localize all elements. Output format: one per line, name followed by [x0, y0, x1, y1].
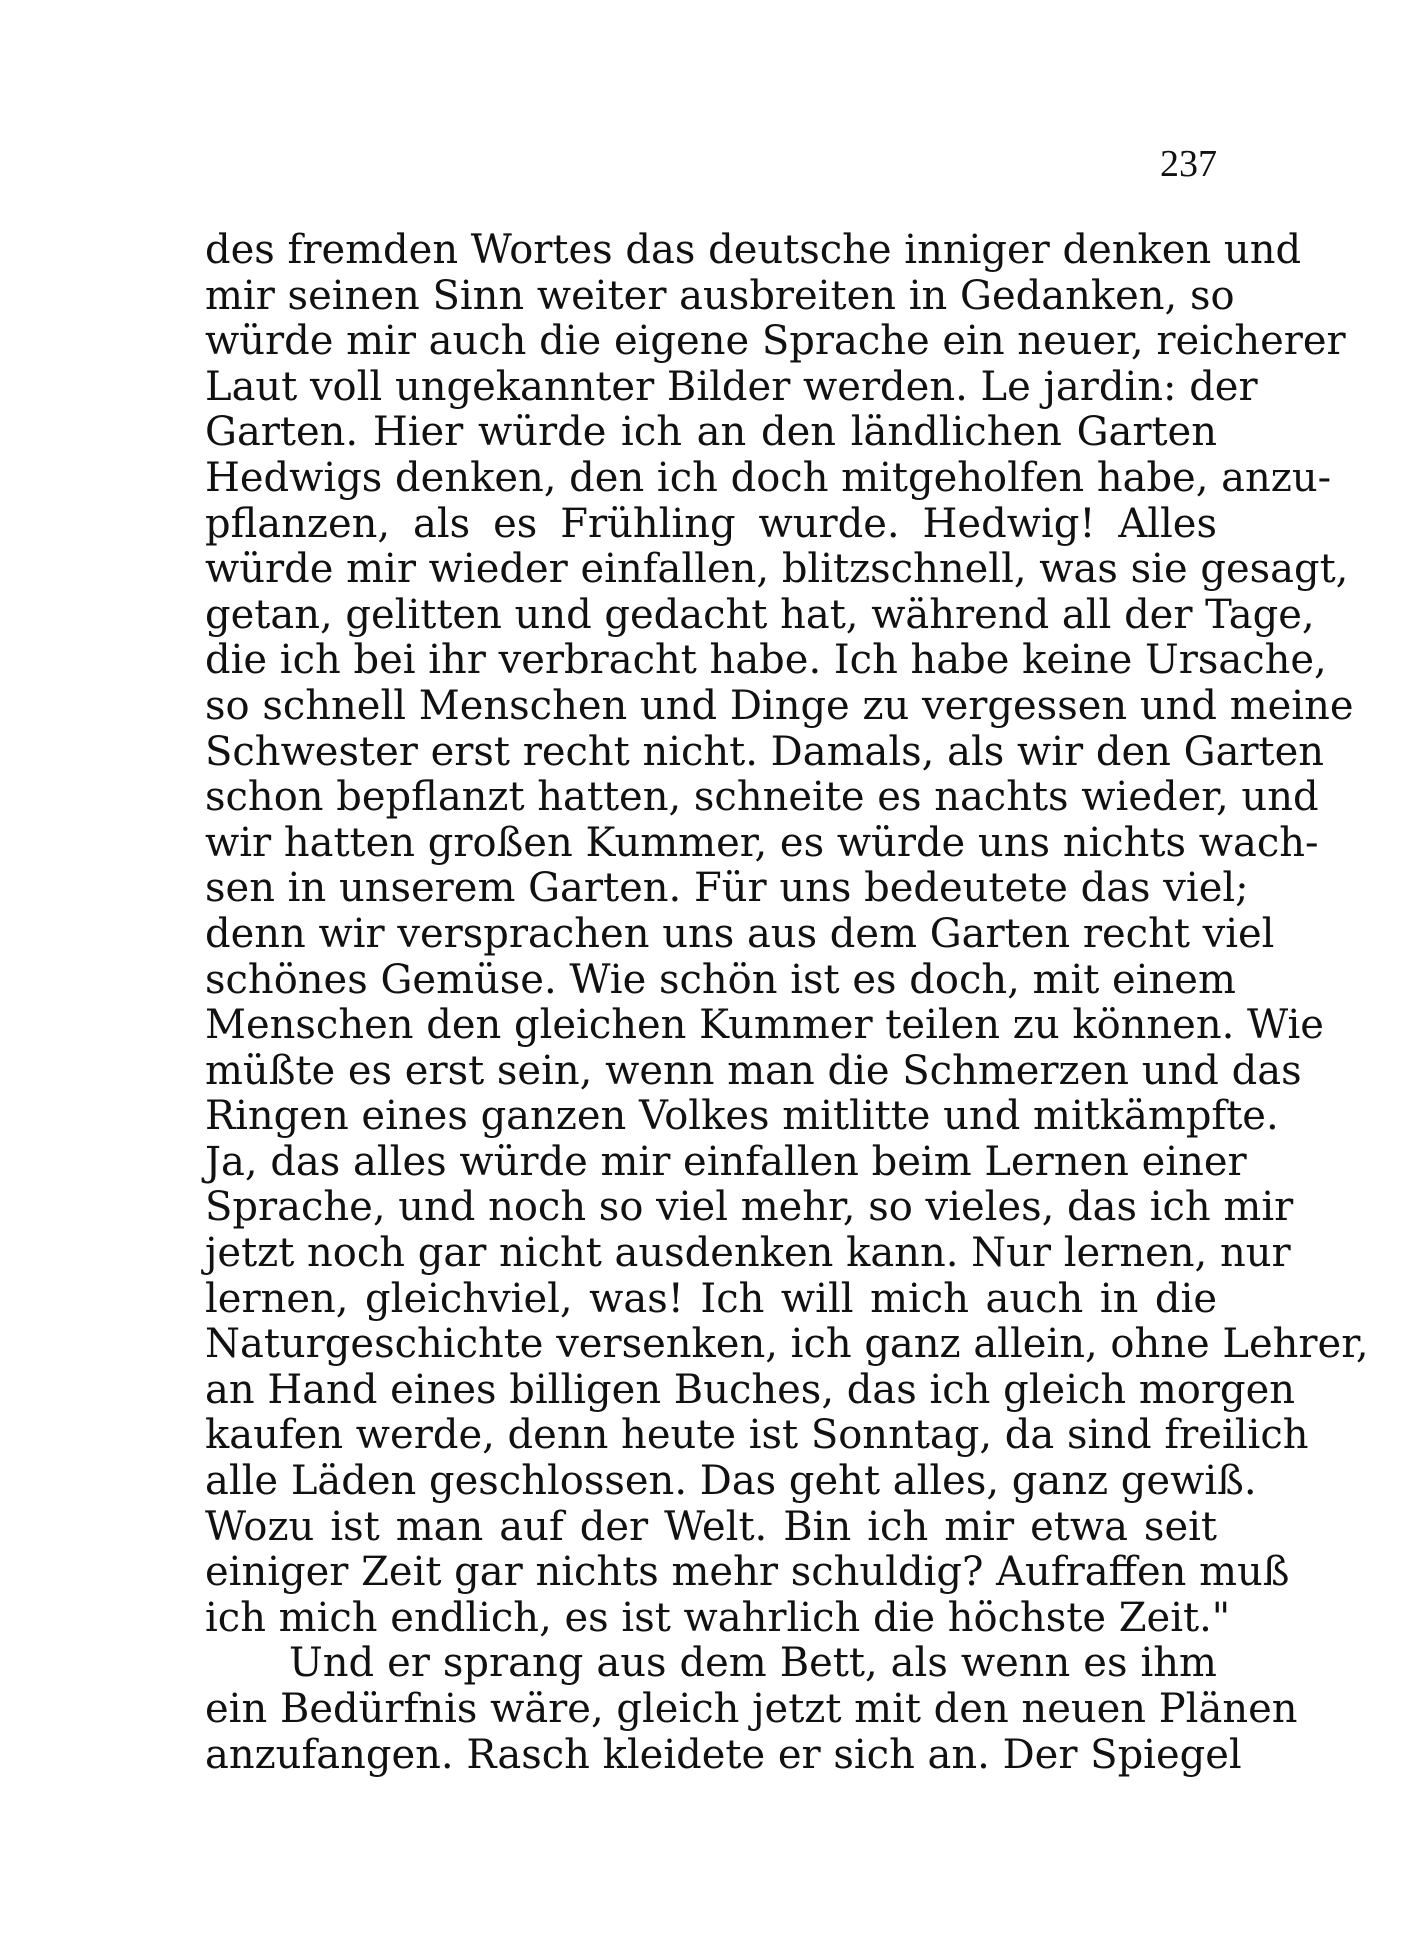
text-line: Garten. Hier würde ich an den ländlichen Garten: [205, 409, 1217, 456]
text-line: würde mir auch die eigene Sprache ein neuer, reicherer: [205, 318, 1346, 365]
text-line: Schwester erst recht nicht. Damals, als wir den Garten: [205, 728, 1325, 775]
text-line: müßte es erst sein, wenn man die Schmerzen und das: [205, 1047, 1302, 1094]
paragraph-first-line: Und er sprang aus dem Bett, als wenn es ihm: [289, 1640, 1217, 1687]
text-line: lernen, gleichviel, was! Ich will mich auch in die: [205, 1275, 1217, 1322]
text-line: pflanzen, als es Frühling wurde. Hedwig! Alles: [205, 500, 1217, 547]
text-line: Naturgeschichte versenken, ich ganz allein, ohne Lehrer,: [205, 1321, 1369, 1368]
text-line: einiger Zeit gar nichts mehr schuldig? Aufraffen muß: [205, 1549, 1290, 1596]
text-line: ein Bedürfnis wäre, gleich jetzt mit den neuen Plänen: [205, 1686, 1298, 1732]
text-line: getan, gelitten und gedacht hat, während all der Tage,: [205, 591, 1315, 638]
text-line: denn wir versprachen uns aus dem Garten recht viel: [205, 910, 1275, 957]
text-line: so schnell Menschen und Dinge zu vergessen und meine: [205, 682, 1354, 729]
text-line: alle Läden geschlossen. Das geht alles, ganz gewiß.: [205, 1458, 1257, 1505]
text-line: Menschen den gleichen Kummer teilen zu können. Wie: [205, 1002, 1324, 1049]
text-line: des fremden Wortes das deutsche inniger denken und: [205, 227, 1302, 273]
text-line: kaufen werde, denn heute ist Sonntag, da sind freilich: [205, 1412, 1309, 1459]
text-line: jetzt noch gar nicht ausdenken kann. Nur lernen, nur: [205, 1230, 1291, 1277]
text-line: schon bepflanzt hatten, schneite es nachts wieder, und: [205, 774, 1319, 821]
text-line: Hedwigs denken, den ich doch mitgeholfen habe, anzu-: [205, 454, 1332, 501]
text-line: sen in unserem Garten. Für uns bedeutete das viel;: [205, 865, 1249, 912]
text-line: an Hand eines billigen Buches, das ich gleich morgen: [205, 1366, 1296, 1413]
text-line: Ja, das alles würde mir einfallen beim Lernen einer: [205, 1138, 1247, 1185]
text-line: mir seinen Sinn weiter ausbreiten in Gedanken, so: [205, 272, 1235, 319]
text-line: wir hatten großen Kummer, es würde uns nichts wach-: [205, 819, 1319, 866]
text-line: Sprache, und noch so viel mehr, so vieles, das ich mir: [205, 1184, 1294, 1231]
text-line: ich mich endlich, es ist wahrlich die höchste Zeit.": [205, 1594, 1231, 1641]
text-line: anzufangen. Rasch kleidete er sich an. Der Spiegel: [205, 1731, 1242, 1778]
text-line: die ich bei ihr verbracht habe. Ich habe keine Ursache,: [205, 637, 1327, 684]
text-line: Ringen eines ganzen Volkes mitlitte und mitkämpfte.: [205, 1093, 1279, 1140]
text-line: Wozu ist man auf der Welt. Bin ich mir etwa seit: [205, 1503, 1217, 1550]
page-number: 237: [1160, 143, 1217, 185]
text-line: würde mir wieder einfallen, blitzschnell, was sie gesagt,: [205, 546, 1349, 593]
text-line: schönes Gemüse. Wie schön ist es doch, mit einem: [205, 956, 1236, 1003]
body-text: [205, 227, 1369, 1778]
text-line: Laut voll ungekannter Bilder werden. Le jardin: der: [205, 363, 1258, 410]
